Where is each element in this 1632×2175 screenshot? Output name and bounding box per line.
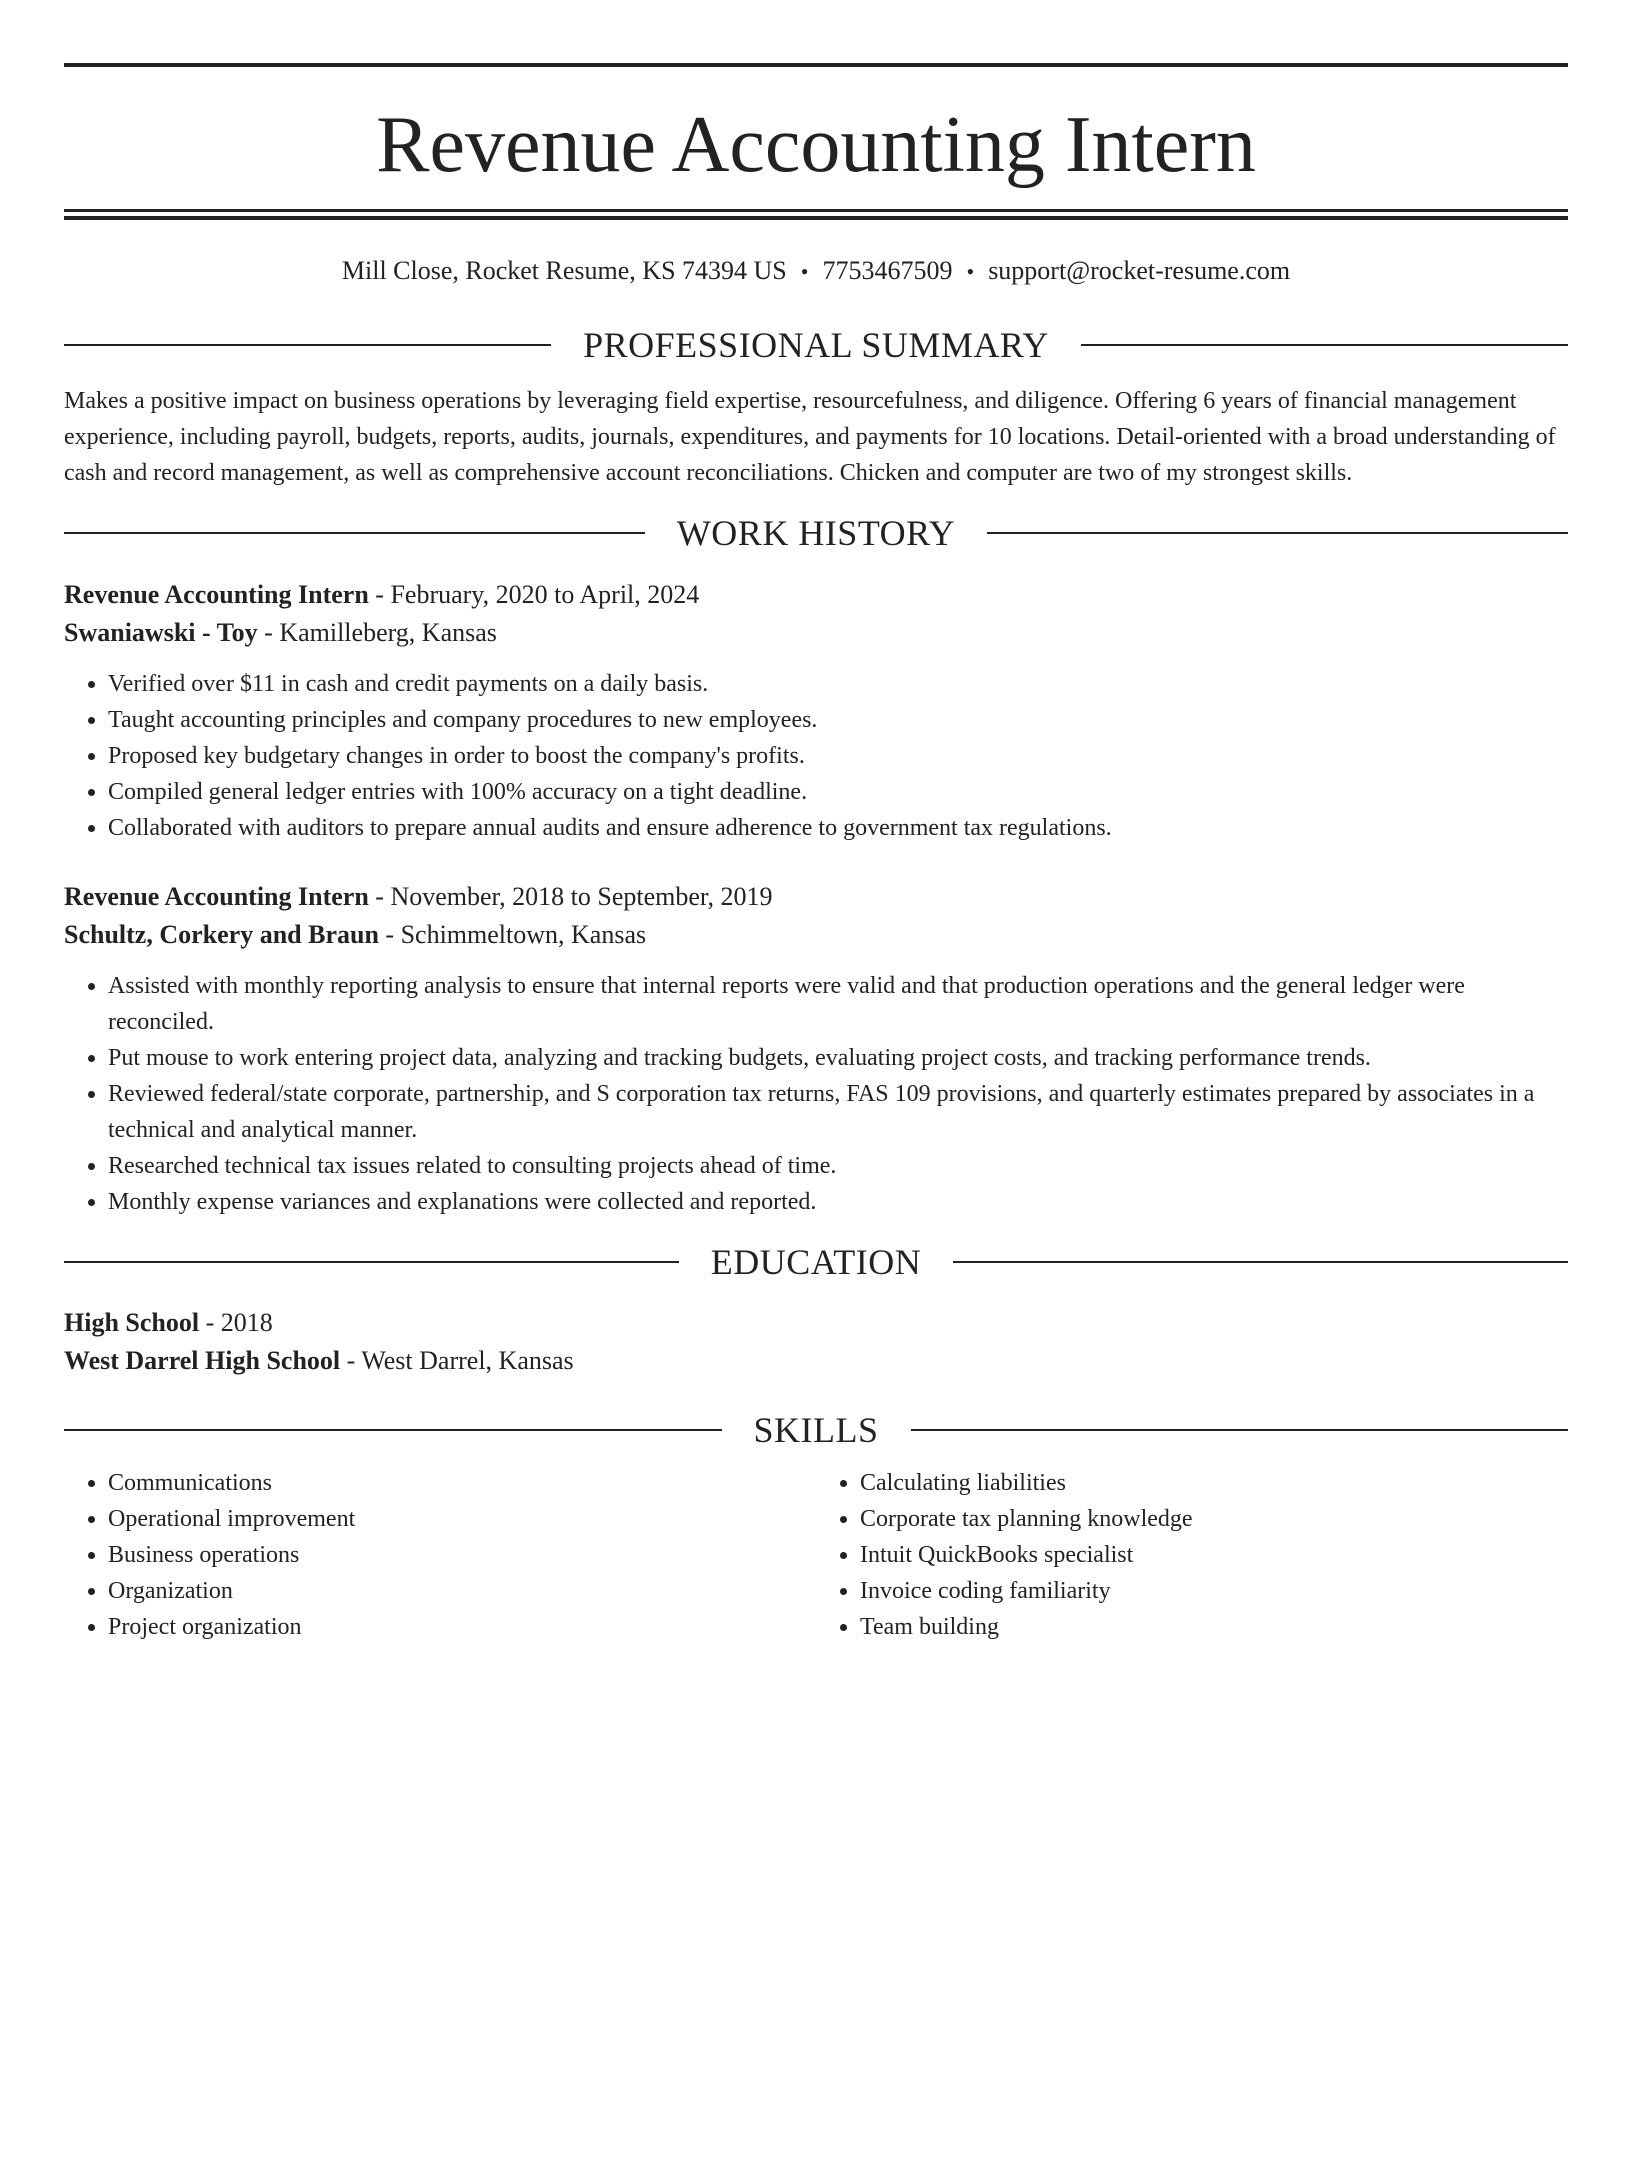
list-item: • Taught accounting principles and company procedures to new employees. xyxy=(108,702,1568,738)
list-item: • Assisted with monthly reporting analysis to ensure that internal reports were valid and that production operations and the general ledger were reconciled. xyxy=(108,968,1568,1040)
page-title: Revenue Accounting Intern xyxy=(376,101,1256,189)
heading-rule xyxy=(911,1429,1569,1431)
list-item: • Invoice coding familiarity xyxy=(860,1573,1568,1609)
contact-line xyxy=(64,253,1568,290)
section-heading-work-history xyxy=(64,513,1568,553)
list-item: • Calculating liabilities xyxy=(860,1465,1568,1501)
education-location: - West Darrel, Kansas xyxy=(340,1346,574,1375)
job-title: Revenue Accounting Intern xyxy=(64,882,369,911)
job-company-line xyxy=(64,614,1568,652)
section-title: SKILLS xyxy=(753,1410,879,1450)
section-title: PROFESSIONAL SUMMARY xyxy=(583,325,1049,365)
job-bullets xyxy=(64,666,1568,846)
list-item: • Organization xyxy=(108,1573,816,1609)
job-bullets xyxy=(64,968,1568,1220)
list-item: • Researched technical tax issues related to consulting projects ahead of time. xyxy=(108,1148,1568,1184)
job-company: Schultz, Corkery and Braun xyxy=(64,920,379,949)
list-item: • Communications xyxy=(108,1465,816,1501)
skills-grid xyxy=(64,1465,1568,1645)
list-item: • Business operations xyxy=(108,1537,816,1573)
section-title: EDUCATION xyxy=(710,1242,922,1282)
job-dates: - February, 2020 to April, 2024 xyxy=(368,580,700,609)
education-school-line xyxy=(64,1342,1568,1380)
job-title-line xyxy=(64,576,1568,614)
list-item: • Project organization xyxy=(108,1609,816,1645)
skills-list-left xyxy=(64,1465,816,1645)
list-item: • Compiled general ledger entries with 100% accuracy on a tight deadline. xyxy=(108,774,1568,810)
education-year: - 2018 xyxy=(199,1308,273,1337)
job-location: - Kamilleberg, Kansas xyxy=(257,618,497,647)
header-double-rule xyxy=(64,209,1568,220)
job-company: Swaniawski - Toy xyxy=(64,618,258,647)
contact-separator: • xyxy=(966,259,975,284)
summary-text: Makes a positive impact on business operations by leveraging field expertise, resourcefulness, and diligence. Offering 6 years of financial management experience, including payroll, budgets, reports, audits, journals, expenditures, and payments for 10 locations. Detail-oriented with a broad understanding of cash and record management, as well as comprehensive account reconciliations. Chicken and computer are two of my strongest skills. xyxy=(64,388,1556,486)
education-degree-line xyxy=(64,1304,1568,1342)
education-school: West Darrel High School xyxy=(64,1346,341,1375)
contact-email: support@rocket-resume.com xyxy=(988,256,1291,285)
job-dates: - November, 2018 to September, 2019 xyxy=(368,882,773,911)
education-entry xyxy=(64,1304,1568,1380)
heading-rule xyxy=(64,1261,679,1263)
list-item: • Put mouse to work entering project data, analyzing and tracking budgets, evaluating project costs, and tracking performance trends. xyxy=(108,1040,1568,1076)
list-item: • Team building xyxy=(860,1609,1568,1645)
job-title: Revenue Accounting Intern xyxy=(64,580,369,609)
list-item: • Verified over $11 in cash and credit payments on a daily basis. xyxy=(108,666,1568,702)
job-entry xyxy=(64,576,1568,846)
list-item: • Corporate tax planning knowledge xyxy=(860,1501,1568,1537)
list-item: • Collaborated with auditors to prepare annual audits and ensure adherence to government tax regulations. xyxy=(108,810,1568,846)
job-title-line xyxy=(64,878,1568,916)
education-degree: High School xyxy=(64,1308,200,1337)
heading-rule xyxy=(64,1429,722,1431)
job-entry xyxy=(64,878,1568,1220)
contact-separator: • xyxy=(800,259,809,284)
heading-rule xyxy=(987,532,1568,534)
skills-list-right xyxy=(816,1465,1568,1645)
heading-rule xyxy=(64,532,645,534)
list-item: • Proposed key budgetary changes in order to boost the company's profits. xyxy=(108,738,1568,774)
section-heading-skills xyxy=(64,1410,1568,1450)
job-location: - Schimmeltown, Kansas xyxy=(378,920,647,949)
section-title: WORK HISTORY xyxy=(676,513,956,553)
heading-rule xyxy=(1081,344,1568,346)
list-item: • Intuit QuickBooks specialist xyxy=(860,1537,1568,1573)
list-item: • Reviewed federal/state corporate, partnership, and S corporation tax returns, FAS 109 provisions, and quarterly estimates prepared by associates in a technical and analytical manner. xyxy=(108,1076,1568,1148)
list-item: • Operational improvement xyxy=(108,1501,816,1537)
contact-address: Mill Close, Rocket Resume, KS 74394 US xyxy=(341,256,787,285)
job-company-line xyxy=(64,916,1568,954)
section-heading-summary xyxy=(64,325,1568,365)
section-heading-education xyxy=(64,1242,1568,1282)
heading-rule xyxy=(953,1261,1568,1263)
resume-page xyxy=(0,63,1632,2175)
list-item: • Monthly expense variances and explanations were collected and reported. xyxy=(108,1184,1568,1220)
heading-rule xyxy=(64,344,551,346)
contact-phone: 7753467509 xyxy=(822,256,953,285)
